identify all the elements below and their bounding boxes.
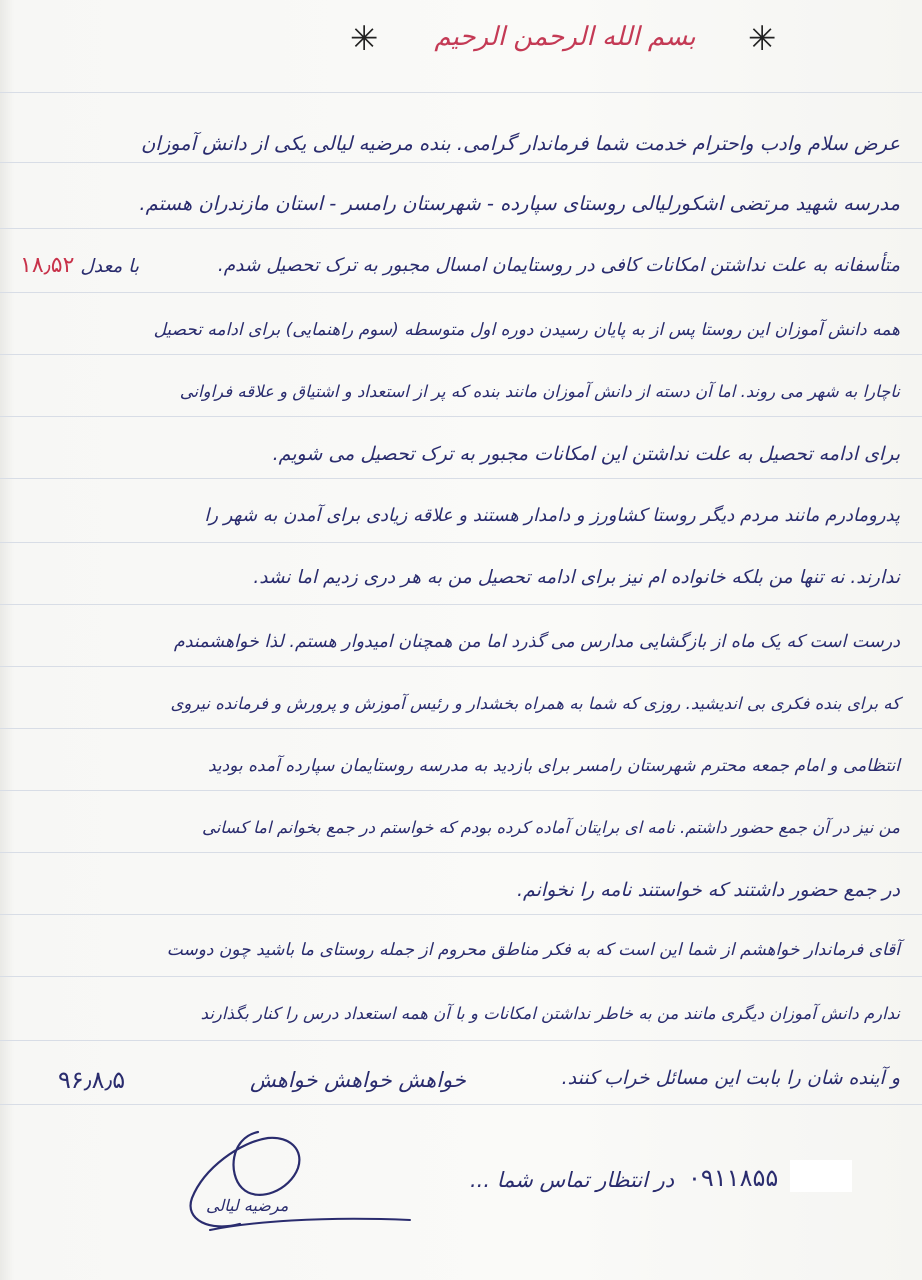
page-rule bbox=[0, 354, 922, 355]
page-rule bbox=[0, 728, 922, 729]
page-rule bbox=[0, 478, 922, 479]
grade-value: ۱۸٫۵۲ bbox=[20, 253, 75, 278]
grade-label: با معدل bbox=[80, 256, 139, 277]
letter-header bbox=[0, 12, 922, 72]
page-rule bbox=[0, 914, 922, 915]
asterisk-icon: ✳ bbox=[748, 19, 777, 59]
page-rule bbox=[0, 416, 922, 417]
letter-line: ندارند. نه تنها من بلکه خانواده ام نیز برای ادامه تحصیل من به هر دری زدیم اما نشد. bbox=[253, 567, 900, 588]
phone-redaction bbox=[790, 1160, 852, 1192]
asterisk-icon: ✳ bbox=[350, 19, 379, 59]
letter-line: درست است که یک ماه از بازگشایی مدارس می گذرد اما من همچنان امیدوار هستم. لذا خواهشمندم bbox=[173, 632, 900, 652]
page-rule bbox=[0, 976, 922, 977]
letter-line: همه دانش آموزان این روستا پس از به پایان رسیدن دوره اول متوسطه (سوم راهنمایی) برای ادامه تحصیل bbox=[153, 320, 900, 340]
page-rule bbox=[0, 1040, 922, 1041]
letter-line: مدرسه شهید مرتضی اشکورلیالی روستای سپارده - شهرستان رامسر - استان مازندران هستم. bbox=[139, 192, 900, 215]
page-rule bbox=[0, 1104, 922, 1105]
page-rule bbox=[0, 542, 922, 543]
page-rule bbox=[0, 666, 922, 667]
letter-line: پدرومادرم مانند مردم دیگر روستا کشاورز و دامدار هستند و علاقه زیادی برای آمدن به شهر را bbox=[204, 505, 900, 526]
letter-date: ۹۶٫۸٫۵ bbox=[58, 1066, 126, 1094]
page-rule bbox=[0, 790, 922, 791]
signature-name: مرضیه لیالی bbox=[206, 1196, 289, 1215]
letter-line: عرض سلام وادب واحترام خدمت شما فرماندار گرامی. بنده مرضیه لیالی یکی از دانش آموزان bbox=[140, 132, 900, 155]
page-rule bbox=[0, 604, 922, 605]
page-rule bbox=[0, 162, 922, 163]
letter-line: که برای بنده فکری بی اندیشید. روزی که شما به همراه بخشدار و رئیس آموزش و پرورش و فرمانده نیروی bbox=[170, 694, 900, 713]
page-rule bbox=[0, 292, 922, 293]
page-rule bbox=[0, 92, 922, 93]
letter-line: ندارم دانش آموزان دیگری مانند من به خاطر نداشتن امکانات و با آن همه استعداد درس را کنار بگذارند bbox=[200, 1004, 900, 1023]
letter-line: انتظامی و امام جمعه محترم شهرستان رامسر برای بازدید به مدرسه روستایمان سپارده آمده بودید bbox=[208, 756, 900, 776]
letter-line: برای ادامه تحصیل به علت نداشتن این امکانات مجبور به ترک تحصیل می شویم. bbox=[272, 443, 900, 465]
basmala: بسم الله الرحمن الرحیم bbox=[434, 22, 696, 52]
closing-plea: خواهش خواهش خواهش bbox=[250, 1068, 466, 1092]
letter-line: ناچارا به شهر می روند. اما آن دسته از دانش آموزان مانند بنده که پر از استعداد و اشتیاق و علاقه فراوانی bbox=[179, 382, 900, 401]
signature bbox=[170, 1128, 430, 1248]
letter-line: در جمع حضور داشتند که خواستند نامه را نخوانم. bbox=[516, 879, 900, 901]
letter-line: و آینده شان را بابت این مسائل خراب کنند. bbox=[561, 1067, 900, 1089]
signature-scribble bbox=[170, 1128, 430, 1248]
grade-note bbox=[20, 252, 139, 281]
letter-line: متأسفانه به علت نداشتن امکانات کافی در روستایمان امسال مجبور به ترک تحصیل شدم. bbox=[217, 255, 900, 276]
letter-line: من نیز در آن جمع حضور داشتم. نامه ای برایتان آماده کرده بودم که خواستم در جمع بخوانم اما کسانی bbox=[201, 818, 900, 837]
page-rule bbox=[0, 852, 922, 853]
letter-line: آقای فرماندار خواهشم از شما این است که به فکر مناطق محروم از جمله روستای ما باشید چون دوست bbox=[166, 940, 900, 960]
page-rule bbox=[0, 228, 922, 229]
phone-number: ۰۹۱۱۸۵۵ bbox=[688, 1164, 779, 1192]
contact-text: در انتظار تماس شما ... bbox=[470, 1168, 675, 1192]
